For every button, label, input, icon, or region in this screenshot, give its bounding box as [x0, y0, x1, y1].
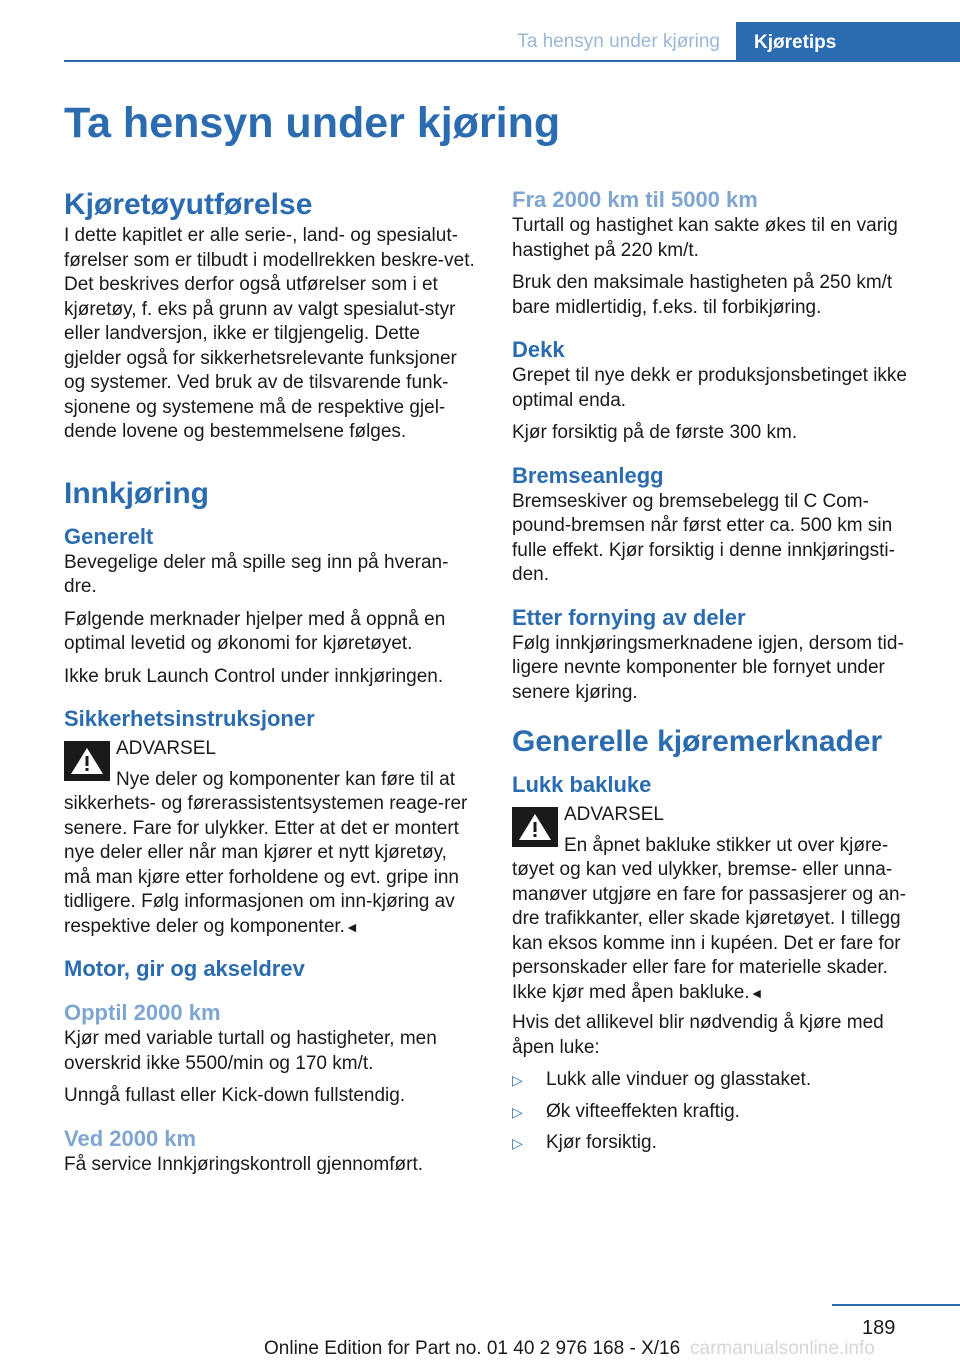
tyres-paragraph-1: Grepet til nye dekk er produksjonsbetinget ikke optimal enda. [512, 365, 907, 411]
warning-label: ADVARSEL [564, 804, 664, 825]
general-paragraph-1: Bevegelige deler må spille seg inn på hveran-dre. [64, 551, 449, 597]
general-paragraph-2: Følgende merknader hjelper med å oppnå en optimal levetid og økonomi for kjøretøyet. [64, 608, 446, 654]
page-header [0, 0, 960, 62]
tyres-heading: Dekk [512, 337, 565, 362]
bullet-triangle-icon: ▷ [512, 1072, 523, 1088]
warning-label: ADVARSEL [116, 738, 216, 759]
chapter-tab: Kjøretips [736, 22, 960, 62]
page-title: Ta hensyn under kjøring [64, 99, 561, 147]
general-paragraph-3: Ikke bruk Launch Control under innkjøringen. [64, 665, 444, 687]
brakes-heading: Bremseanlegg [512, 462, 664, 488]
warning-triangle-icon [64, 741, 110, 781]
end-mark: ◄ [344, 918, 359, 935]
from2000-heading: Fra 2000 km til 5000 km [512, 187, 758, 212]
list-item-text: Øk vifteeffekten kraftig. [546, 1100, 740, 1122]
bullet-list [512, 1068, 926, 1156]
right-column [512, 186, 926, 1163]
bullet-triangle-icon: ▷ [512, 1135, 523, 1151]
brakes-paragraph-1: Bremseskiver og bremsebelegg til C Com-pound-bremsen når først etter ca. 500 km sin fulle effekt. Kjør forsiktig i denne innkjøringsti-den. [512, 490, 895, 585]
list-item-text: Lukk alle vinduer og glasstaket. [546, 1069, 812, 1090]
general-heading: Generelt [64, 523, 154, 549]
engine-heading: Motor, gir og akseldrev [64, 956, 305, 981]
warning-text-body: Nye deler og komponenter kan føre til at sikkerhets- og førerassistentsystemen reage-rer senere. Fare for ulykker. Etter at det er montert nye deler eller når man kjører et nytt kjøretøy, må man kjøre etter forholdene og evt. gripe inn tidligere. Følg informasjonen om inn-kjøring av respektive deler og komponenter. [64, 768, 468, 937]
bullet-triangle-icon: ▷ [512, 1103, 523, 1120]
driving-heading: Generelle kjøremerknader [512, 725, 883, 758]
list-item-text: Kjør forsiktig. [546, 1132, 657, 1153]
safety-warning [64, 737, 478, 939]
left-column [64, 186, 478, 1185]
vehicle-heading: Kjøretøyutførelse [64, 188, 313, 221]
watermark: carmanualsonline.info [690, 1338, 875, 1359]
running-header-section: Ta hensyn under kjøring [517, 31, 720, 52]
header-rule [64, 60, 736, 62]
at2000-paragraph-1: Få service Innkjøringskontroll gjennomført. [64, 1153, 424, 1175]
vehicle-text: I dette kapitlet er alle serie-, land- og spesialut-førelser som er tilbudt i modellrekken beskre-vet. Det beskrives derfor også utførelser som i et kjøretøy, f. eks på grunn av valgt spesialut-styr eller landversjon, ikke er tilgjengelig. Dette gjelder også for sikkerhetsrelevante funksjoner og systemer. Ved bruk av de tilsvarende funk-sjonene og systemene må de respektive gjel-dende lovene og bestemmelsene følges. [64, 225, 475, 442]
list-item [512, 1131, 926, 1156]
at2000-heading: Ved 2000 km [64, 1125, 197, 1151]
tailgate-heading: Lukk bakluke [512, 772, 652, 797]
safety-heading: Sikkerhetsinstruksjoner [64, 706, 315, 731]
upto2000-paragraph-1: Kjør med variable turtall og hastigheter, men overskrid ikke 5500/min og 170 km/t. [64, 1028, 437, 1074]
tailgate-paragraph-1: Hvis det allikevel blir nødvendig å kjøre med åpen luke: [512, 1012, 884, 1058]
list-item [512, 1100, 926, 1125]
tyres-paragraph-2: Kjør forsiktig på de første 300 km. [512, 422, 798, 443]
end-mark: ◄ [749, 984, 764, 1001]
warning-text-body: En åpnet bakluke stikker ut over kjøre-tøyet og kan ved ulykker, bremse- eller unna-manøver utgjøre en fare for passasjerer og an-dre trafikkanter, eller skade kjøretøyet. I tillegg kan eksos komme inn i kupéen. Det er fare for personskader eller fare for materielle skader. Ikke kjør med åpen bakluke. [512, 834, 906, 1003]
renewal-paragraph-1: Følg innkjøringsmerknadene igjen, dersom tid-ligere nevnte komponenter ble fornyet under senere kjøring. [512, 632, 904, 703]
tailgate-warning [512, 803, 926, 1005]
upto2000-paragraph-2: Unngå fullast eller Kick-down fullstendig. [64, 1085, 406, 1106]
warning-text [512, 834, 926, 1006]
breakin-heading: Innkjøring [64, 476, 209, 510]
warning-text [64, 768, 478, 940]
warning-triangle-icon [512, 807, 558, 847]
footer-rule [832, 1304, 960, 1306]
list-item [512, 1068, 926, 1093]
page-number: 189 [862, 1317, 896, 1339]
renewal-heading: Etter fornying av deler [512, 604, 746, 630]
from2000-paragraph-1: Turtall og hastighet kan sakte økes til en varig hastighet på 220 km/t. [512, 215, 898, 261]
from2000-paragraph-2: Bruk den maksimale hastigheten på 250 km/t bare midlertidig, f.eks. til forbikjøring. [512, 272, 893, 318]
edition-note: Online Edition for Part no. 01 40 2 976 168 - X/16 [264, 1338, 681, 1359]
upto2000-heading: Opptil 2000 km [64, 1000, 221, 1025]
